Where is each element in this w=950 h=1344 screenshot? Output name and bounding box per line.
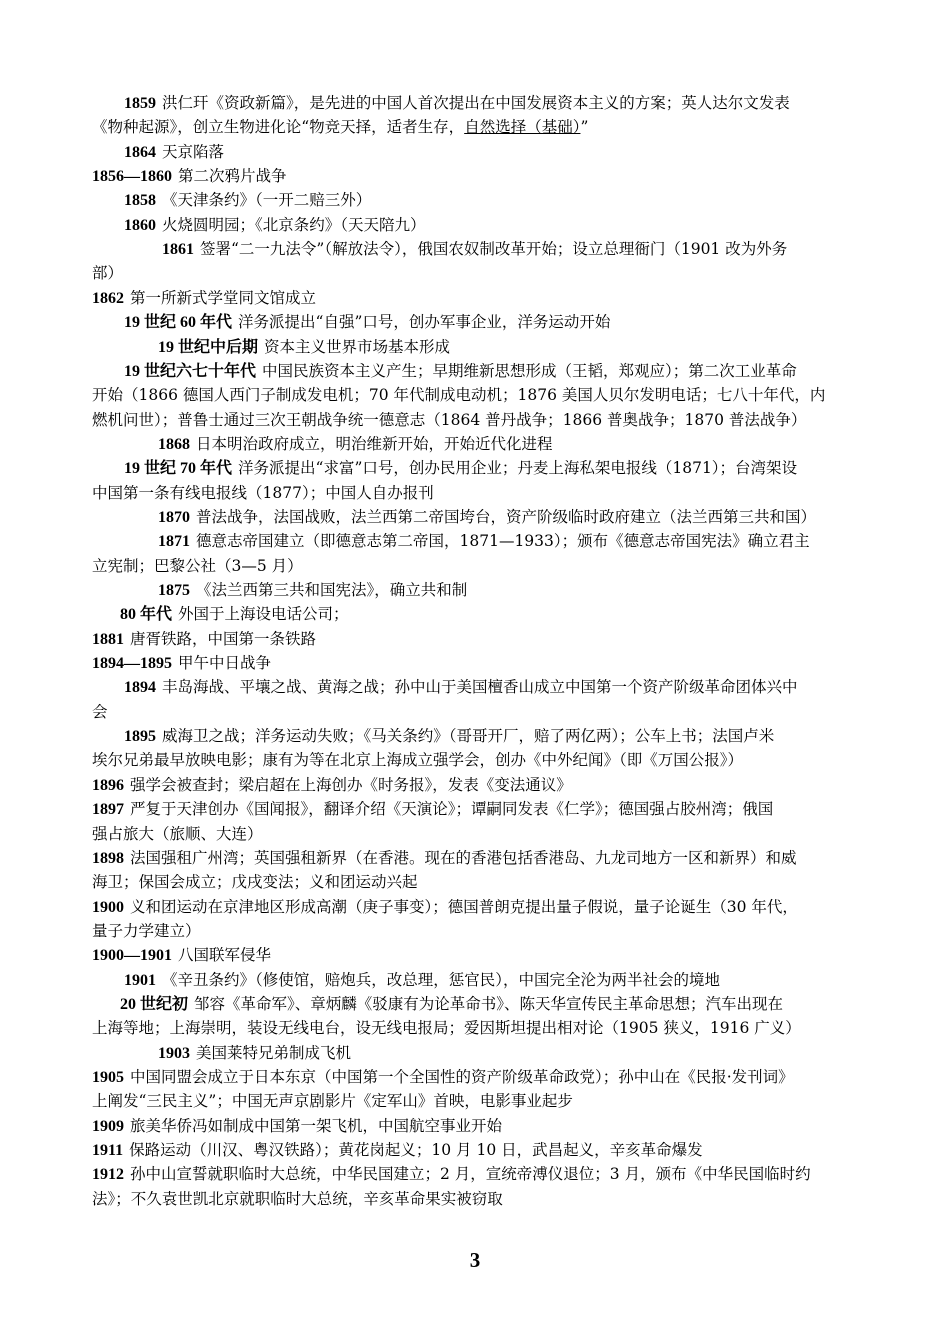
event-text: 《天津条约》（一开二赔三外） [162,191,372,210]
event-text: 外国于上海设电话公司； [178,605,349,624]
text-line [92,262,868,285]
year-label: 1912 [92,1166,124,1184]
event-text: 签署“二一九法令”（解放法令），俄国农奴制改革开始；设立总理衙门（1901 改为外务 [200,240,788,259]
year-label: 1875 [158,582,190,599]
year-label: 1894—1895 [92,655,172,673]
text-line [92,1139,868,1162]
event-text: 开始（1866 德国人西门子制成发电机；70 年代制成电动机；1876 美国人贝尔发明电话；七八十年代，内 [92,386,826,405]
text-line [124,969,868,992]
year-label: 19 世纪六七十年代 [124,362,257,380]
event-text: 会 [92,702,108,721]
year-label: 20 世纪初 [120,995,189,1013]
event-text: 八国联军侵华 [178,946,272,965]
year-label: 1900 [92,898,124,916]
event-text: 洋务派提出“自强”口号，创办军事企业，洋务运动开始 [238,313,611,332]
event-text: 立宪制；巴黎公社（3—5 月） [92,556,303,575]
event-text-tail: ” [580,118,589,137]
event-text: 唐胥铁路，中国第一条铁路 [130,629,317,648]
event-text: 火烧圆明园；《北京条约》（天天陪九） [162,215,426,234]
event-text: 邹容《革命军》、章炳麟《驳康有为论革命书》、陈天华宣传民主革命思想；汽车出现在 [194,994,784,1013]
text-line [124,311,868,334]
text-line [158,336,868,359]
event-text: 旅美华侨冯如制成中国第一架飞机，中国航空事业开始 [130,1116,503,1135]
event-text: 中国同盟会成立于日本东京（中国第一个全国性的资产阶级革命政党）；孙中山在《民报·发刊词》 [130,1068,794,1086]
year-label: 1856—1860 [92,168,172,186]
text-line [92,701,868,724]
event-text: 义和团运动在京津地区形成高潮（庚子事变）；德国普朗克提出量子假说，量子论诞生（30 年代， [130,897,798,916]
year-label: 1870 [158,508,190,526]
text-line [162,238,868,261]
event-text: 严复于天津创办《国闻报》，翻译介绍《天演论》；谭嗣同发表《仁学》；德国强占胶州湾；俄国 [130,800,774,819]
event-text: 甲午中日战争 [178,654,272,673]
text-line [92,482,868,505]
event-text: 上阐发“三民主义”；中国无声京剧影片《定军山》首映，电影事业起步 [92,1092,573,1111]
text-line [120,603,868,626]
event-text: 洋务派提出“求富”口号，创办民用企业；丹麦上海私架电报线（1871）；台湾架设 [238,459,798,478]
event-text: 《物种起源》，创立生物进化论“物竞天择，适者生存， [92,118,465,137]
text-line [92,823,868,846]
text-line [124,214,868,237]
year-label: 1905 [92,1069,124,1086]
text-line [124,457,868,480]
event-text: 洪仁玕《资政新篇》，是先进的中国人首次提出在中国发展资本主义的方案；英人达尔文发表 [162,94,790,112]
event-text: 强学会被查封；梁启超在上海创办《时务报》，发表《变法通议》 [130,775,572,794]
text-line [120,993,868,1016]
year-label: 1858 [124,192,156,210]
event-text: 部） [92,264,124,283]
page-number: 3 [469,1248,481,1272]
text-line [158,579,868,602]
event-text: 丰岛海战、平壤之战、黄海之战；孙中山于美国檀香山成立中国第一个资产阶级革命团体兴中 [162,678,798,697]
year-label: 1911 [92,1142,124,1160]
event-text: 法》；不久袁世凯北京就职临时大总统，辛亥革命果实被窃取 [92,1189,503,1208]
event-text: 第一所新式学堂同文馆成立 [130,288,317,307]
underlined-text: 自然选择（基础） [464,118,581,137]
event-text: 《法兰西第三共和国宪法》，确立共和制 [196,581,468,599]
event-text: 威海卫之战；洋务运动失败；《马关条约》（哥哥开厂，赔了两亿两）；公车上书；法国卢米 [162,727,775,746]
year-label: 1860 [124,216,156,234]
text-line [92,652,868,675]
text-line [92,1163,868,1186]
event-text: 中国第一条有线电报线（1877）；中国人自办报刊 [92,483,434,502]
text-line [124,360,868,383]
year-label: 1881 [92,630,124,648]
event-text: 量子力学建立） [92,921,201,940]
event-text: 燃机问世）；普鲁士通过三次王朝战争统一德意志（1864 普丹战争；1866 普奥战争；1870 普法战争） [92,410,807,429]
event-text: 埃尔兄弟最早放映电影；康有为等在北京上海成立强学会，创办《中外纪闻》（即《万国公报》） [92,751,744,770]
text-line [92,1115,868,1138]
text-line [124,676,868,699]
year-label: 1862 [92,289,124,307]
text-line [92,871,868,894]
event-text: 资本主义世界市场基本形成 [264,337,451,356]
event-text: 中国民族资本主义产生；早期维新思想形成（王韬，郑观应）；第二次工业革命 [262,361,797,380]
text-line [92,1188,868,1211]
event-text: 第二次鸦片战争 [178,167,287,186]
year-label: 80 年代 [120,606,173,624]
text-line [92,555,868,578]
text-line [92,1017,868,1040]
text-line [92,1090,868,1113]
text-line [92,287,868,310]
text-line [92,165,868,188]
text-line [92,944,868,967]
event-text: 德意志帝国建立（即德意志第二帝国，1871—1933）；颁布《德意志帝国宪法》确立君主 [196,532,810,551]
year-label: 1909 [92,1117,124,1135]
year-label: 1859 [124,95,156,112]
year-label: 19 世纪 60 年代 [124,314,233,332]
text-line [124,92,868,115]
text-line [158,506,868,529]
year-label: 1897 [92,801,124,819]
event-text: 天京陷落 [162,142,225,161]
year-label: 1868 [158,435,190,453]
event-text: 保路运动（川汉、粤汉铁路）；黄花岗起义；10 月 10 日，武昌起义，辛亥革命爆发 [129,1141,703,1160]
year-label: 19 世纪 70 年代 [124,460,233,478]
text-line [124,141,868,164]
text-line [124,189,868,212]
year-label: 1898 [92,849,124,867]
year-label: 1895 [124,728,156,746]
year-label: 1861 [162,241,194,259]
text-line [92,1066,868,1089]
year-label: 1900—1901 [92,947,172,965]
event-text: 普法战争，法国战败，法兰西第二帝国垮台，资产阶级临时政府建立（法兰西第三共和国） [196,507,817,526]
text-line [92,628,868,651]
year-label: 1901 [124,971,156,989]
event-text: 日本明治政府成立，明治维新开始，开始近代化进程 [196,434,553,453]
text-line [92,847,868,870]
event-text: 孙中山宣誓就职临时大总统，中华民国建立；2 月，宣统帝溥仪退位；3 月，颁布《中华民国临时约 [130,1165,811,1184]
year-label: 1896 [92,776,124,794]
text-line [92,774,868,797]
text-line [92,116,868,139]
text-line [158,433,868,456]
text-line [158,530,868,553]
event-text: 美国莱特兄弟制成飞机 [196,1043,352,1062]
text-line [158,1042,868,1065]
year-label: 1903 [158,1044,190,1062]
event-text: 上海等地；上海崇明，装设无线电台，设无线电报局；爱因斯坦提出相对论（1905 狭义，1916 广义） [92,1019,801,1038]
event-text: 强占旅大（旅顺、大连） [92,824,263,843]
text-line [92,749,868,772]
event-text: 海卫；保国会成立；戊戌变法；义和团运动兴起 [92,873,418,892]
year-label: 1894 [124,679,156,697]
text-line [92,896,868,919]
text-line [92,384,868,407]
text-line [92,798,868,821]
year-label: 19 世纪中后期 [158,338,259,356]
text-line [92,409,868,432]
text-line [124,725,868,748]
event-text: 《辛丑条约》（修使馆，赔炮兵，改总理，惩官民），中国完全沦为两半社会的境地 [162,970,721,989]
text-line [92,920,868,943]
year-label: 1864 [124,143,156,161]
year-label: 1871 [158,533,190,551]
event-text: 法国强租广州湾；英国强租新界（在香港。现在的香港包括香港岛、九龙司地方一区和新界）和威 [130,848,797,867]
